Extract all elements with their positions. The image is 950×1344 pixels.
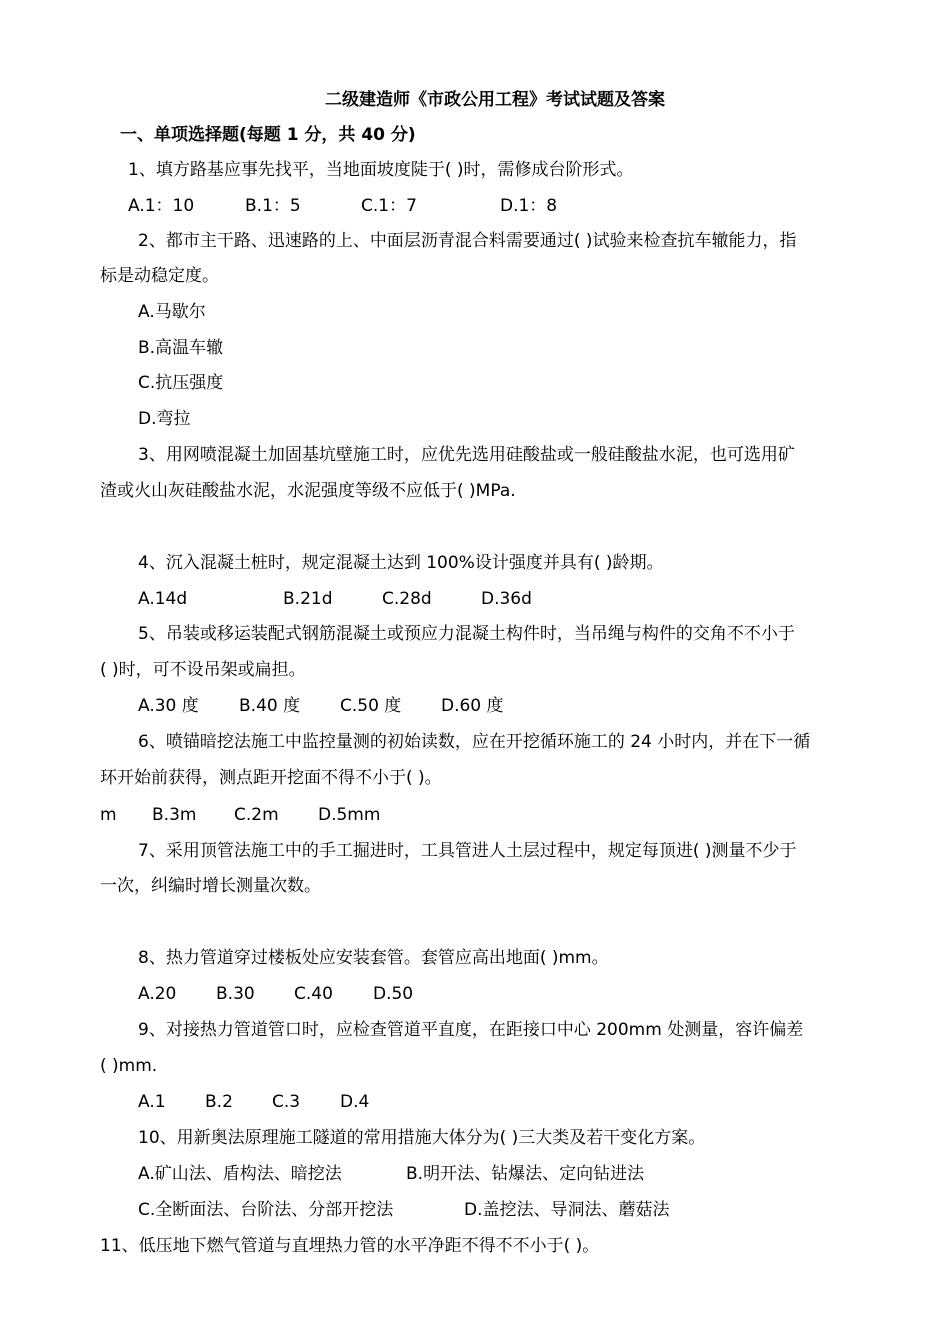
option-c: C.全断面法、台阶法、分部开挖法 xyxy=(138,1200,394,1220)
question-9-line-1: 9、对接热力管道管口时，应检查管道平直度，在距接口中心 200mm 处测量，容许偏差 xyxy=(138,1020,804,1040)
option-d: D.1：8 xyxy=(500,196,558,216)
question-7-line-2: 一次，纠编时增长测量次数。 xyxy=(100,876,321,896)
option-a: A.1：10 xyxy=(128,196,195,216)
question-2-option-c: C.抗压强度 xyxy=(138,373,224,393)
option-d: D.盖挖法、导洞法、蘑菇法 xyxy=(464,1200,670,1220)
question-4: 4、沉入混凝土桩时，规定混凝土达到 100%设计强度并具有( )龄期。 xyxy=(138,553,664,573)
question-5-line-1: 5、吊装或移运装配式钢筋混凝土或预应力混凝土构件时，当吊绳与构件的交角不不小于 xyxy=(138,624,795,644)
question-3-line-1: 3、用网喷混凝土加固基坑壁施工时，应优先选用硅酸盐或一般硅酸盐水泥，也可选用矿 xyxy=(138,445,795,465)
question-9-options xyxy=(138,1090,950,1114)
option-d: D.36d xyxy=(481,589,532,609)
option-c: C.2m xyxy=(234,805,279,825)
option-a: A.1 xyxy=(138,1092,166,1112)
question-1-options xyxy=(128,194,950,218)
option-d: D.60 度 xyxy=(441,696,504,716)
question-2-option-a: A.马歇尔 xyxy=(138,302,206,322)
option-b: B.1：5 xyxy=(245,196,301,216)
option-c: C.28d xyxy=(382,589,432,609)
option-d: D.5mm xyxy=(318,805,381,825)
question-6-line-2: 环开始前获得，测点距开挖面不得不小于( )。 xyxy=(100,768,442,788)
option-c: C.50 度 xyxy=(340,696,402,716)
question-2-option-b: B.高温车辙 xyxy=(138,338,224,358)
question-4-options xyxy=(138,587,950,611)
option-d: D.4 xyxy=(340,1092,370,1112)
question-8-options xyxy=(138,982,950,1006)
question-10: 10、用新奥法原理施工隧道的常用措施大体分为( )三大类及若干变化方案。 xyxy=(138,1128,706,1148)
document-title: 二级建造师《市政公用工程》考试试题及答案 xyxy=(325,90,665,110)
option-a: A.30 度 xyxy=(138,696,199,716)
question-2-line-1: 2、都市主干路、迅速路的上、中面层沥青混合料需要通过( )试验来检查抗车辙能力，指 xyxy=(138,231,797,251)
option-a: A.20 xyxy=(138,984,177,1004)
question-6-line-1: 6、喷锚暗挖法施工中监控量测的初始读数，应在开挖循环施工的 24 小时内，并在下一循 xyxy=(138,732,811,752)
question-8: 8、热力管道穿过楼板处应安装套管。套管应高出地面( )mm。 xyxy=(138,948,609,968)
question-7-line-1: 7、采用顶管法施工中的手工掘进时，工具管进人土层过程中，规定每顶进( )测量不少于 xyxy=(138,841,797,861)
option-a: m xyxy=(100,805,117,825)
option-b: B.2 xyxy=(205,1092,233,1112)
option-c: C.1：7 xyxy=(361,196,417,216)
option-b: B.明开法、钻爆法、定向钻进法 xyxy=(406,1164,645,1184)
question-3-line-2: 渣或火山灰硅酸盐水泥，水泥强度等级不应低于( )MPa. xyxy=(100,481,516,501)
option-a: A.14d xyxy=(138,589,188,609)
question-6-options xyxy=(100,803,950,827)
question-2-line-2: 标是动稳定度。 xyxy=(100,266,219,286)
question-10-options-row-2 xyxy=(138,1198,950,1222)
question-10-options-row-1 xyxy=(138,1162,950,1186)
question-5-options xyxy=(138,694,950,718)
option-a: A.矿山法、盾构法、暗挖法 xyxy=(138,1164,342,1184)
section-heading: 一、单项选择题(每题 1 分，共 40 分) xyxy=(120,125,416,145)
option-b: B.30 xyxy=(216,984,255,1004)
option-b: B.40 度 xyxy=(239,696,301,716)
question-5-line-2: ( )时，可不设吊架或扁担。 xyxy=(100,660,306,680)
question-9-line-2: ( )mm. xyxy=(100,1056,158,1076)
option-c: C.40 xyxy=(294,984,333,1004)
option-b: B.21d xyxy=(283,589,333,609)
option-c: C.3 xyxy=(272,1092,301,1112)
question-11: 11、低压地下燃气管道与直埋热力管的水平净距不得不不小于( )。 xyxy=(100,1236,600,1256)
option-d: D.50 xyxy=(373,984,414,1004)
question-2-option-d: D.弯拉 xyxy=(138,409,191,429)
option-b: B.3m xyxy=(152,805,197,825)
question-1: 1、填方路基应事先找平，当地面坡度陡于( )时，需修成台阶形式。 xyxy=(128,160,634,180)
